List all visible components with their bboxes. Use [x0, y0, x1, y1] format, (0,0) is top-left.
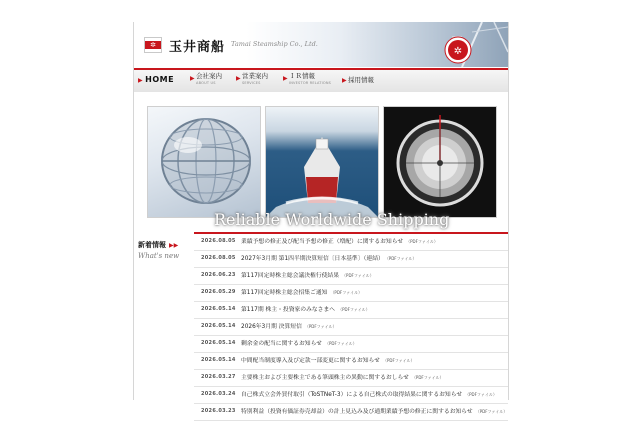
news-date: 2026.08.05: [201, 238, 236, 244]
header: [134, 22, 508, 67]
pdf-label: （PDFファイル）: [338, 307, 370, 312]
news-item: [194, 319, 508, 336]
company-name-jp[interactable]: 玉井商船: [169, 40, 226, 55]
pdf-label: （PDFファイル）: [330, 290, 363, 295]
arrow-right-icon: ▶: [342, 77, 347, 84]
globe-photo: [147, 106, 261, 218]
nav-services[interactable]: [236, 72, 268, 90]
pdf-label: （PDFファイル）: [465, 392, 497, 397]
news-heading: [138, 232, 193, 260]
news-title-link[interactable]: 2027年3月期 第1四半期決算短信〔日本基準〕（連結）: [241, 256, 384, 262]
news-item: [194, 302, 508, 319]
pdf-label: （PDFファイル）: [304, 324, 337, 329]
hero-banner: [134, 92, 508, 248]
news-date: 2026.03.24: [201, 391, 236, 397]
news-title-link[interactable]: 第117期 株主・投資家のみなさまへ: [241, 307, 336, 313]
pdf-label: （PDFファイル）: [386, 256, 417, 261]
news-title-link[interactable]: 中間配当制度導入及び定款一部変更に関するお知らせ: [241, 358, 380, 364]
pdf-label: （PDFファイル）: [406, 239, 438, 244]
news-title-link[interactable]: 第117回定時株主総会議決権行使結果: [241, 273, 340, 279]
double-arrow-right-icon: ▶▶: [169, 242, 179, 249]
news-item: [194, 251, 508, 268]
news-title-link[interactable]: 剰余金の配当に関するお知らせ: [241, 341, 322, 347]
nav-investor-relations[interactable]: [283, 72, 332, 90]
news-date: 2026.05.14: [201, 357, 236, 363]
news-date: 2026.03.23: [201, 408, 236, 414]
pdf-label: （PDFファイル）: [342, 273, 374, 278]
news-title-link[interactable]: 2026年3月期 決算短信: [241, 324, 302, 330]
news-item: [194, 387, 508, 404]
company-name-en: Tamai Steamship Co., Ltd.: [231, 40, 318, 48]
news-item: [194, 234, 508, 251]
pdf-label: （PDFファイル）: [411, 375, 444, 380]
nav-home-label: HOME: [145, 75, 175, 84]
page-frame: [133, 22, 509, 415]
news-date: 2026.08.05: [201, 255, 236, 261]
pdf-label: （PDFファイル）: [475, 409, 508, 414]
news-item: [194, 353, 508, 370]
company-flag-logo-icon[interactable]: ✲: [144, 37, 162, 53]
compass-photo: [383, 106, 497, 218]
nav-home[interactable]: [138, 75, 174, 84]
news-title-link[interactable]: 自己株式立会外買付取引（ToSTNeT-3）による自己株式の取得結果に関するお知らせ: [241, 392, 463, 398]
news-date: 2026.05.14: [201, 340, 236, 346]
nav-label-en: SERVICES: [242, 81, 261, 85]
arrow-right-icon: ▶: [236, 75, 241, 82]
nav-label-jp: 営業案内: [242, 72, 268, 80]
ship-mast-decoration-image: [412, 22, 508, 67]
arrow-right-icon: ▶: [138, 77, 144, 84]
main-navigation: [134, 68, 508, 93]
news-section: [134, 232, 508, 415]
news-heading-en: What's new: [138, 252, 180, 260]
news-title-link[interactable]: 特別利益（投資有価証券売却益）の計上見込み及び通期業績予想の修正に関するお知らせ: [241, 409, 473, 415]
arrow-right-icon: ▶: [190, 75, 195, 82]
svg-text:✲: ✲: [453, 46, 463, 57]
news-date: 2026.05.14: [201, 323, 236, 329]
news-heading-jp: 新着情報: [138, 241, 166, 249]
nav-label-en: INVESTOR RELATIONS: [289, 81, 332, 85]
news-item: [194, 268, 508, 285]
news-title-link[interactable]: 主要株主および主要株主である筆頭株主の異動に関するおしらせ: [241, 375, 409, 381]
ship-photo: [265, 106, 379, 218]
pdf-label: （PDFファイル）: [324, 341, 357, 346]
nav-label-jp: ＩＲ情報: [289, 72, 315, 80]
news-date: 2026.05.14: [201, 306, 236, 312]
news-date: 2026.03.27: [201, 374, 236, 380]
pdf-label: （PDFファイル）: [382, 358, 415, 363]
news-title-link[interactable]: 第117回定時株主総会招集ご通知: [241, 290, 328, 296]
news-date: 2026.05.29: [201, 289, 236, 295]
news-item: [194, 404, 508, 421]
news-title-link[interactable]: 業績予想の修正及び配当予想の修正（増配）に関するお知らせ: [241, 239, 404, 245]
arrow-right-icon: ▶: [283, 75, 288, 82]
nav-label-jp: 採用情報: [348, 76, 374, 84]
news-item: [194, 370, 508, 387]
news-list: [194, 234, 508, 421]
hero-caption: Reliable Worldwide Shipping: [214, 210, 450, 229]
news-item: [194, 285, 508, 302]
nav-label-jp: 会社案内: [196, 72, 222, 80]
ship-icon: [266, 107, 378, 217]
nav-label-en: ABOUT US: [196, 81, 216, 85]
news-date: 2026.06.23: [201, 272, 236, 278]
globe-icon: [148, 107, 260, 217]
nav-about-us[interactable]: [190, 72, 222, 90]
news-item: [194, 336, 508, 353]
compass-icon: [384, 107, 496, 217]
